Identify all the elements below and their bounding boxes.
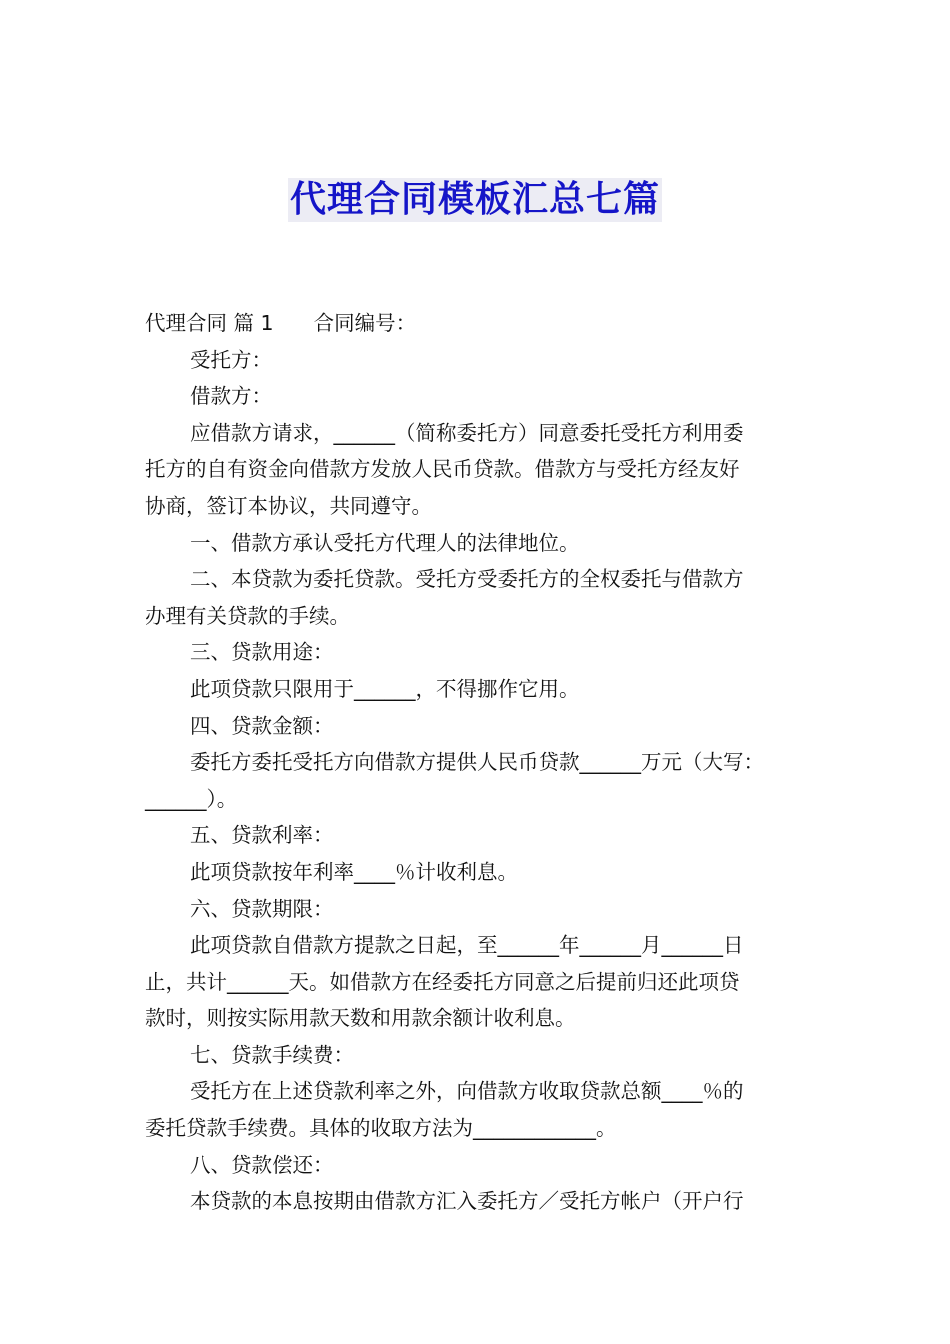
section-header-line [145,305,813,342]
paragraph-line: 七、贷款手续费： [190,1042,354,1067]
paragraph-line: 八、贷款偿还： [190,1152,334,1177]
paragraph-line: 一、借款方承认受托方代理人的法律地位。 [190,530,580,555]
paragraph-line: 应借款方请求，______（简称委托方）同意委托受托方利用委 [190,420,744,445]
paragraph-line: 三、贷款用途： [190,640,334,665]
paragraph-line: 受托方： [190,347,272,372]
paragraph-line: 止，共计______天。如借款方在经委托方同意之后提前归还此项贷 [145,969,740,994]
paragraph-line: 款时，则按实际用款天数和用款余额计收利息。 [145,1006,576,1031]
document-body [145,305,813,1220]
document-title: 代理合同模板汇总七篇 [289,179,660,220]
paragraph-line: 托方的自有资金向借款方发放人民币贷款。借款方与受托方经友好 [145,457,740,482]
paragraph-line: 四、贷款金额： [190,713,334,738]
paragraph-line: 五、贷款利率： [190,823,334,848]
paragraph-line: ______）。 [145,786,238,811]
paragraph-line: 借款方： [190,384,272,409]
paragraph-line: 办理有关贷款的手续。 [145,603,350,628]
paragraph-line: 六、贷款期限： [190,896,334,921]
paragraph-line: 委托贷款手续费。具体的收取方法为____________。 [145,1116,617,1141]
paragraph-line: 协商，签订本协议，共同遵守。 [145,493,432,518]
section-heading: 代理合同 篇 1 [145,311,274,335]
paragraph-line: 委托方委托受托方向借款方提供人民币贷款______万元（大写： [190,750,764,775]
paragraph-line: 本贷款的本息按期由借款方汇入委托方／受托方帐户（开户行 [190,1189,744,1214]
paragraph-line: 受托方在上述贷款利率之外，向借款方收取贷款总额____％的 [190,1079,744,1104]
paragraph-line: 此项贷款自借款方提款之日起，至______年______月______日 [190,933,744,958]
paragraph-line: 此项贷款只限用于______，不得挪作它用。 [190,676,580,701]
title-container [0,178,950,222]
contract-number-label: 合同编号： [313,311,417,335]
paragraph-line: 二、本贷款为委托贷款。受托方受委托方的全权委托与借款方 [190,567,744,592]
paragraph-line: 此项贷款按年利率____％计收利息。 [190,859,518,884]
